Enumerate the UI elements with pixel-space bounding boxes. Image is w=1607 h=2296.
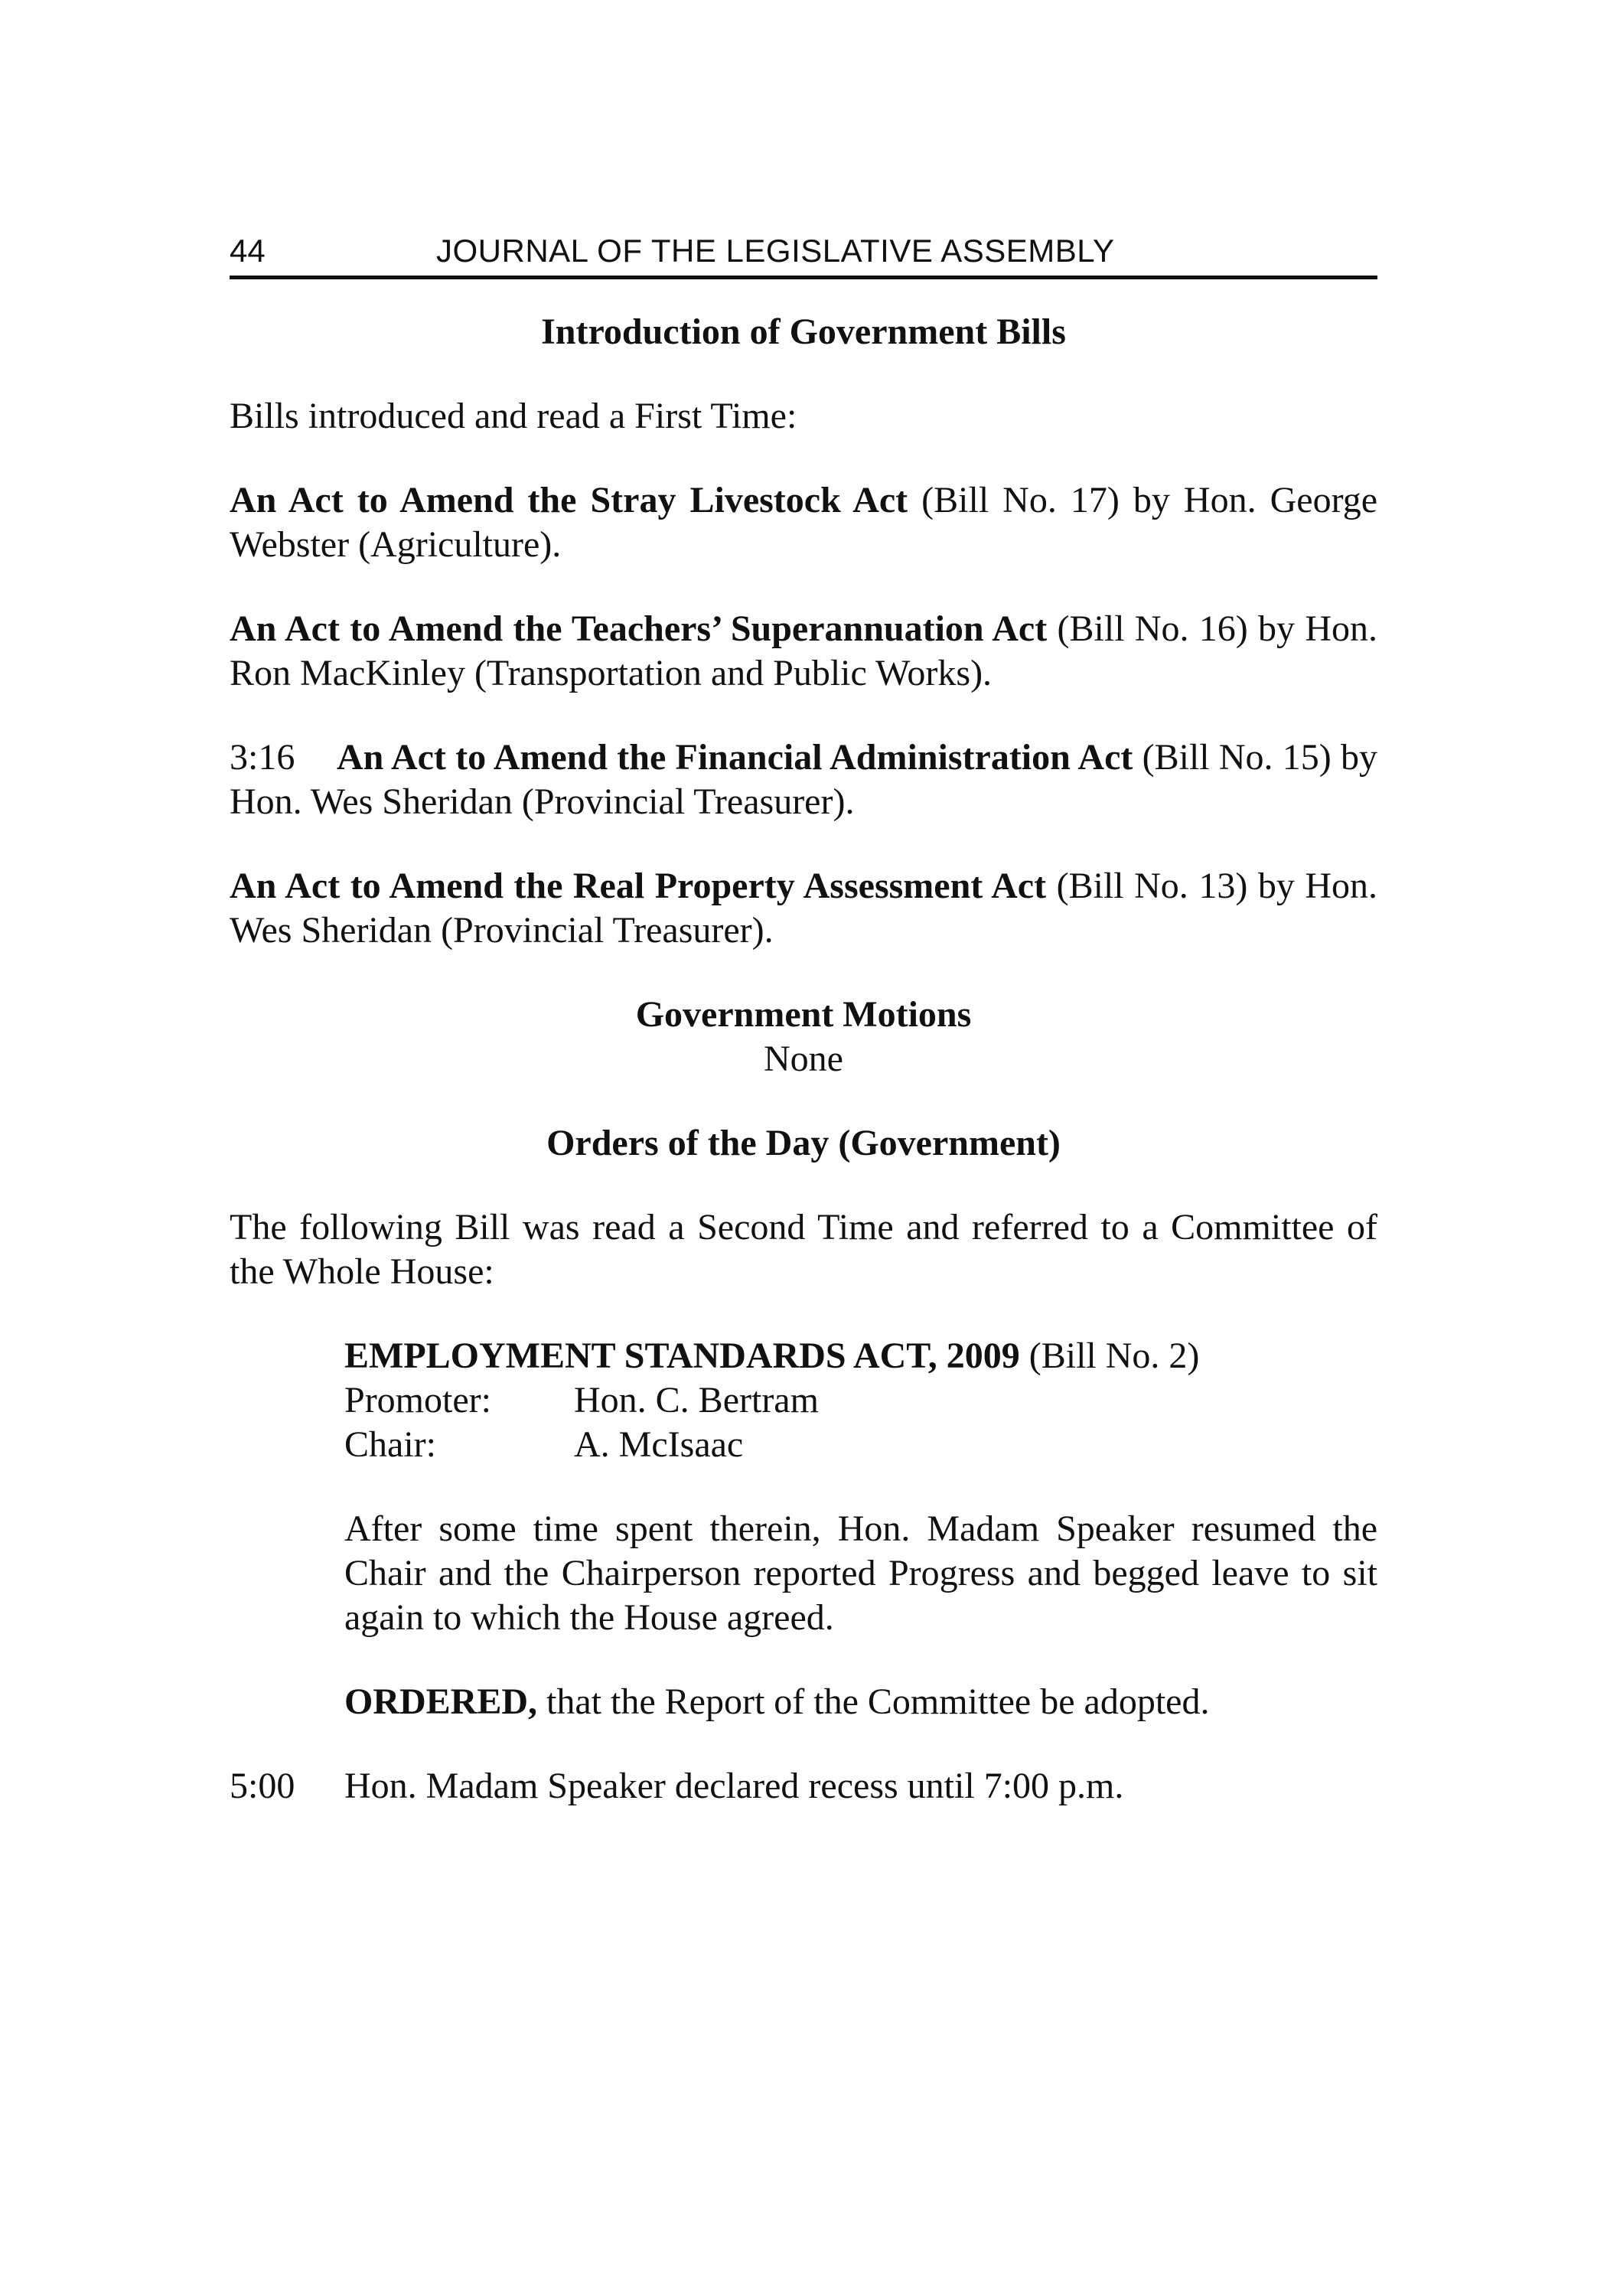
recess-text: Hon. Madam Speaker declared recess until 7:00 p.m. bbox=[344, 1766, 1124, 1806]
ordered-text: that the Report of the Committee be adopted. bbox=[537, 1681, 1210, 1722]
time-stamp: 3:16 bbox=[230, 737, 295, 778]
committee-report-text: After some time spent therein, Hon. Madam Speaker resumed the Chair and the Chairperson reported Progress and begged leave to sit again to which the House agreed. bbox=[344, 1508, 1377, 1638]
bill-detail: (Bill No. 15) by Hon. Wes Sheridan (Provincial Treasurer). bbox=[230, 737, 1378, 822]
committee-bill-detail: (Bill No. 2) bbox=[1019, 1336, 1200, 1376]
bill-title: An Act to Amend the Real Property Assessment Act bbox=[230, 866, 1047, 906]
page-number: 44 bbox=[230, 233, 266, 269]
chair-label: Chair: bbox=[344, 1424, 436, 1465]
committee-bill-block bbox=[344, 1334, 1377, 1724]
bill-entry-teachers-superannuation bbox=[230, 607, 1377, 696]
bill-entry-real-property-assessment bbox=[230, 864, 1377, 953]
page-content bbox=[230, 310, 1377, 1808]
bill-title: An Act to Amend the Stray Livestock Act bbox=[230, 480, 908, 520]
committee-bill-title-line bbox=[344, 1334, 1377, 1378]
bill-detail: (Bill No. 16) by Hon. Ron MacKinley (Transportation and Public Works). bbox=[230, 608, 1378, 693]
orders-text: The following Bill was read a Second Time and referred to a Committee of the Whole House: bbox=[230, 1207, 1377, 1292]
bill-entry-financial-administration bbox=[230, 735, 1377, 824]
ordered-keyword: ORDERED, bbox=[344, 1681, 538, 1722]
promoter-label: Promoter: bbox=[344, 1380, 491, 1420]
recess-entry bbox=[230, 1764, 1377, 1808]
chair-value: A. McIsaac bbox=[574, 1424, 744, 1465]
bill-detail: (Bill No. 13) by Hon. Wes Sheridan (Provincial Treasurer). bbox=[230, 866, 1377, 951]
bill-detail: (Bill No. 17) by Hon. George Webster (Agriculture). bbox=[230, 480, 1377, 565]
running-header bbox=[230, 227, 1377, 279]
section-heading-intro-bills: Introduction of Government Bills bbox=[541, 311, 1066, 352]
recess-time: 5:00 bbox=[230, 1766, 295, 1806]
bill-title: An Act to Amend the Financial Administration Act bbox=[337, 737, 1133, 778]
promoter-row bbox=[344, 1378, 1377, 1423]
committee-bill-title: EMPLOYMENT STANDARDS ACT, 2009 bbox=[344, 1336, 1020, 1376]
promoter-value: Hon. C. Bertram bbox=[574, 1380, 819, 1420]
journal-title: JOURNAL OF THE LEGISLATIVE ASSEMBLY bbox=[436, 233, 1115, 269]
section-heading-government-motions: Government Motions bbox=[635, 994, 972, 1035]
government-motions-none: None bbox=[764, 1039, 843, 1079]
intro-bills-text: Bills introduced and read a First Time: bbox=[230, 396, 797, 436]
section-heading-orders-of-the-day: Orders of the Day (Government) bbox=[546, 1123, 1061, 1163]
ordered-line bbox=[344, 1680, 1377, 1724]
chair-row bbox=[344, 1423, 1377, 1467]
bill-title: An Act to Amend the Teachers’ Superannuation Act bbox=[230, 608, 1048, 649]
bill-entry-stray-livestock bbox=[230, 478, 1377, 567]
